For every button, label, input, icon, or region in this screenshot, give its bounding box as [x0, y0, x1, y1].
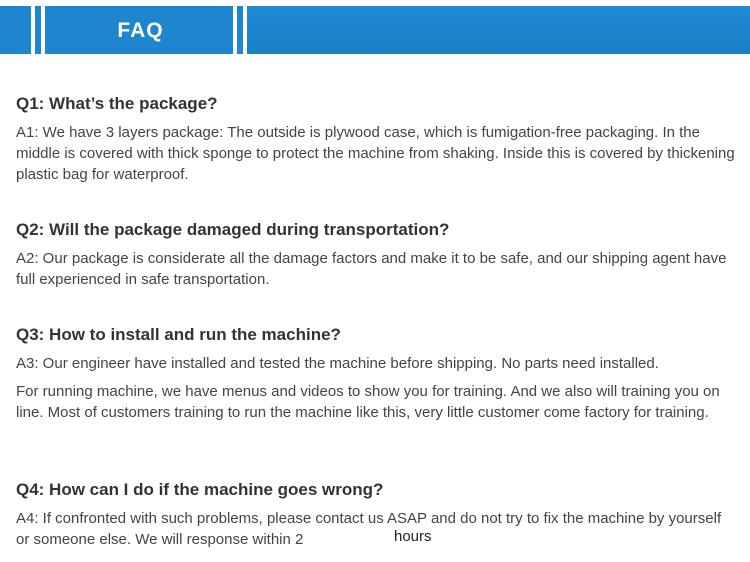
faq-question-4: Q4: How can I do if the machine goes wrong?: [16, 480, 384, 499]
banner-divider: [41, 6, 45, 54]
faq-header-banner: [0, 6, 750, 54]
faq-answer-4: [16, 508, 738, 550]
faq-answer-paragraph: For running machine, we have menus and videos to show you for training. And we also will training you on line. Most of customers training to run the machine like this, very little customer come factory for training.: [16, 383, 720, 421]
faq-answer-3: [16, 353, 738, 374]
faq-answer-4-trailing-word: hours: [394, 528, 432, 545]
banner-left-block: [0, 6, 31, 54]
faq-answer-3-continued: [16, 381, 738, 423]
faq-question-3: Q3: How to install and run the machine?: [16, 325, 341, 344]
faq-question-2: Q2: Will the package damaged during transportation?: [16, 220, 450, 239]
faq-title: FAQ: [117, 19, 164, 42]
faq-answer-paragraph: A4: If confronted with such problems, please contact us ASAP and do not try to fix the machine by yourself or someone else. We will response within 2: [16, 510, 722, 548]
banner-right-block: [247, 6, 750, 54]
faq-answer-paragraph: A2: Our package is considerate all the damage factors and make it to be safe, and our shipping agent have full experienced in safe transportation.: [16, 250, 727, 288]
banner-divider: [233, 6, 237, 54]
banner-divider: [31, 6, 35, 54]
faq-answer-1: [16, 122, 738, 185]
faq-question-1: Q1: What’s the package?: [16, 94, 218, 113]
faq-answer-2: [16, 248, 738, 290]
faq-answer-paragraph: A1: We have 3 layers package: The outside is plywood case, which is fumigation-free packaging. In the middle is covered with thick sponge to protect the machine from shaking. Inside this is covered by thickening plastic bag for waterproof.: [16, 124, 735, 183]
faq-answer-paragraph: A3: Our engineer have installed and tested the machine before shipping. No parts need installed.: [16, 355, 659, 372]
